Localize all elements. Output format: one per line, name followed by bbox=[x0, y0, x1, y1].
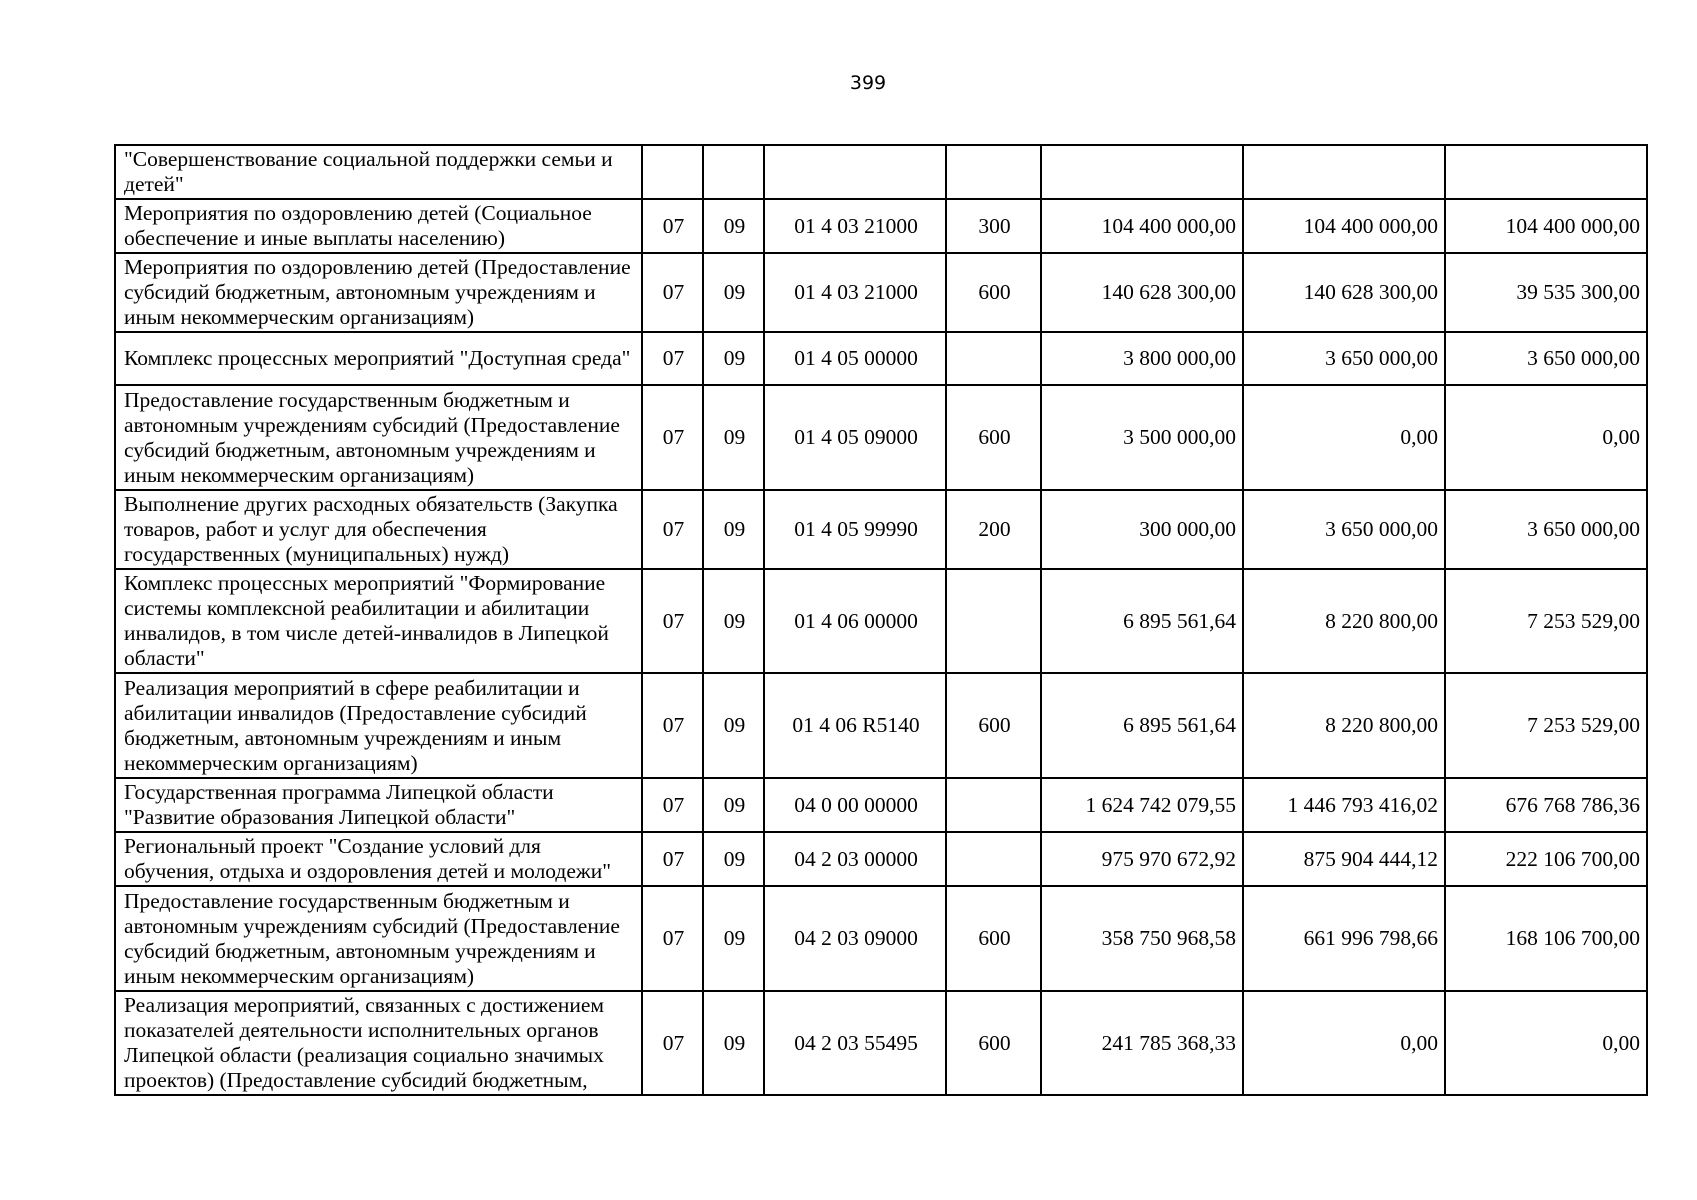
sum-year2-cell: 140 628 300,00 bbox=[1243, 253, 1445, 332]
sum-year2-cell: 0,00 bbox=[1243, 385, 1445, 490]
podrazdel-cell: 09 bbox=[703, 886, 764, 991]
razdel-cell: 07 bbox=[642, 569, 703, 673]
sum-year1-cell: 140 628 300,00 bbox=[1041, 253, 1243, 332]
podrazdel-cell: 09 bbox=[703, 991, 764, 1095]
podrazdel-cell: 09 bbox=[703, 778, 764, 832]
sum-year3-cell: 39 535 300,00 bbox=[1445, 253, 1647, 332]
row-name: Мероприятия по оздоровлению детей (Предоставление субсидий бюджетным, автономным учреждениям и иным некоммерческим организациям) bbox=[115, 253, 642, 332]
vr-cell: 600 bbox=[946, 991, 1041, 1095]
sum-year3-cell: 7 253 529,00 bbox=[1445, 569, 1647, 673]
vr-cell bbox=[946, 832, 1041, 886]
sum-year2-cell: 3 650 000,00 bbox=[1243, 332, 1445, 385]
razdel-cell: 07 bbox=[642, 832, 703, 886]
razdel-cell bbox=[642, 145, 703, 199]
vr-cell: 600 bbox=[946, 673, 1041, 778]
sum-year1-cell: 3 800 000,00 bbox=[1041, 332, 1243, 385]
table-row bbox=[115, 332, 1647, 385]
row-name: Региональный проект "Создание условий для обучения, отдыха и оздоровления детей и молодежи" bbox=[115, 832, 642, 886]
razdel-cell: 07 bbox=[642, 253, 703, 332]
row-name: Мероприятия по оздоровлению детей (Социальное обеспечение и иные выплаты населению) bbox=[115, 199, 642, 253]
csr-cell: 01 4 06 R5140 bbox=[764, 673, 946, 778]
sum-year2-cell: 1 446 793 416,02 bbox=[1243, 778, 1445, 832]
csr-cell bbox=[764, 145, 946, 199]
sum-year1-cell: 6 895 561,64 bbox=[1041, 569, 1243, 673]
row-name: Комплекс процессных мероприятий "Формирование системы комплексной реабилитации и абилитации инвалидов, в том числе детей-инвалидов в Липецкой области" bbox=[115, 569, 642, 673]
vr-cell bbox=[946, 145, 1041, 199]
sum-year3-cell: 3 650 000,00 bbox=[1445, 490, 1647, 569]
csr-cell: 04 2 03 00000 bbox=[764, 832, 946, 886]
row-name: Реализация мероприятий в сфере реабилитации и абилитации инвалидов (Предоставление субсидий бюджетным, автономным учреждениям и иным некоммерческим организациям) bbox=[115, 673, 642, 778]
table-row bbox=[115, 569, 1647, 673]
table-row bbox=[115, 253, 1647, 332]
sum-year3-cell: 222 106 700,00 bbox=[1445, 832, 1647, 886]
podrazdel-cell: 09 bbox=[703, 385, 764, 490]
page-number: 399 bbox=[849, 72, 887, 94]
vr-cell: 200 bbox=[946, 490, 1041, 569]
razdel-cell: 07 bbox=[642, 332, 703, 385]
table-row bbox=[115, 673, 1647, 778]
csr-cell: 01 4 05 09000 bbox=[764, 385, 946, 490]
sum-year2-cell: 661 996 798,66 bbox=[1243, 886, 1445, 991]
razdel-cell: 07 bbox=[642, 385, 703, 490]
sum-year3-cell: 104 400 000,00 bbox=[1445, 199, 1647, 253]
table-row bbox=[115, 886, 1647, 991]
podrazdel-cell: 09 bbox=[703, 253, 764, 332]
budget-table bbox=[114, 144, 1648, 1096]
csr-cell: 01 4 03 21000 bbox=[764, 199, 946, 253]
vr-cell: 600 bbox=[946, 253, 1041, 332]
sum-year2-cell: 3 650 000,00 bbox=[1243, 490, 1445, 569]
sum-year3-cell: 168 106 700,00 bbox=[1445, 886, 1647, 991]
table-row bbox=[115, 490, 1647, 569]
csr-cell: 01 4 05 00000 bbox=[764, 332, 946, 385]
vr-cell: 600 bbox=[946, 886, 1041, 991]
sum-year3-cell: 3 650 000,00 bbox=[1445, 332, 1647, 385]
sum-year1-cell bbox=[1041, 145, 1243, 199]
razdel-cell: 07 bbox=[642, 199, 703, 253]
sum-year1-cell: 3 500 000,00 bbox=[1041, 385, 1243, 490]
sum-year1-cell: 104 400 000,00 bbox=[1041, 199, 1243, 253]
csr-cell: 04 2 03 55495 bbox=[764, 991, 946, 1095]
row-name: Предоставление государственным бюджетным и автономным учреждениям субсидий (Предоставление субсидий бюджетным, автономным учреждениям и иным некоммерческим организациям) bbox=[115, 385, 642, 490]
vr-cell bbox=[946, 332, 1041, 385]
row-name: Реализация мероприятий, связанных с достижением показателей деятельности исполнительных органов Липецкой области (реализация социально значимых проектов) (Предоставление субсидий бюджетным, bbox=[115, 991, 642, 1095]
sum-year3-cell bbox=[1445, 145, 1647, 199]
table-row bbox=[115, 832, 1647, 886]
podrazdel-cell: 09 bbox=[703, 332, 764, 385]
row-name: Комплекс процессных мероприятий "Доступная среда" bbox=[115, 332, 642, 385]
csr-cell: 01 4 06 00000 bbox=[764, 569, 946, 673]
podrazdel-cell bbox=[703, 145, 764, 199]
sum-year1-cell: 358 750 968,58 bbox=[1041, 886, 1243, 991]
sum-year3-cell: 0,00 bbox=[1445, 991, 1647, 1095]
sum-year3-cell: 676 768 786,36 bbox=[1445, 778, 1647, 832]
vr-cell: 300 bbox=[946, 199, 1041, 253]
table-row bbox=[115, 991, 1647, 1095]
sum-year1-cell: 975 970 672,92 bbox=[1041, 832, 1243, 886]
razdel-cell: 07 bbox=[642, 991, 703, 1095]
vr-cell bbox=[946, 778, 1041, 832]
podrazdel-cell: 09 bbox=[703, 490, 764, 569]
sum-year2-cell: 8 220 800,00 bbox=[1243, 673, 1445, 778]
row-name: Предоставление государственным бюджетным и автономным учреждениям субсидий (Предоставление субсидий бюджетным, автономным учреждениям и иным некоммерческим организациям) bbox=[115, 886, 642, 991]
vr-cell: 600 bbox=[946, 385, 1041, 490]
csr-cell: 01 4 03 21000 bbox=[764, 253, 946, 332]
podrazdel-cell: 09 bbox=[703, 673, 764, 778]
sum-year3-cell: 7 253 529,00 bbox=[1445, 673, 1647, 778]
table-row bbox=[115, 778, 1647, 832]
sum-year2-cell: 875 904 444,12 bbox=[1243, 832, 1445, 886]
table-row bbox=[115, 199, 1647, 253]
sum-year1-cell: 1 624 742 079,55 bbox=[1041, 778, 1243, 832]
vr-cell bbox=[946, 569, 1041, 673]
razdel-cell: 07 bbox=[642, 778, 703, 832]
podrazdel-cell: 09 bbox=[703, 569, 764, 673]
sum-year2-cell: 104 400 000,00 bbox=[1243, 199, 1445, 253]
razdel-cell: 07 bbox=[642, 673, 703, 778]
table-row bbox=[115, 145, 1647, 199]
csr-cell: 01 4 05 99990 bbox=[764, 490, 946, 569]
podrazdel-cell: 09 bbox=[703, 832, 764, 886]
sum-year2-cell: 0,00 bbox=[1243, 991, 1445, 1095]
podrazdel-cell: 09 bbox=[703, 199, 764, 253]
sum-year1-cell: 6 895 561,64 bbox=[1041, 673, 1243, 778]
csr-cell: 04 0 00 00000 bbox=[764, 778, 946, 832]
razdel-cell: 07 bbox=[642, 490, 703, 569]
row-name: "Совершенствование социальной поддержки семьи и детей" bbox=[115, 145, 642, 199]
row-name: Выполнение других расходных обязательств (Закупка товаров, работ и услуг для обеспечения государственных (муниципальных) нужд) bbox=[115, 490, 642, 569]
sum-year1-cell: 241 785 368,33 bbox=[1041, 991, 1243, 1095]
table-row bbox=[115, 385, 1647, 490]
csr-cell: 04 2 03 09000 bbox=[764, 886, 946, 991]
razdel-cell: 07 bbox=[642, 886, 703, 991]
sum-year3-cell: 0,00 bbox=[1445, 385, 1647, 490]
sum-year1-cell: 300 000,00 bbox=[1041, 490, 1243, 569]
row-name: Государственная программа Липецкой области "Развитие образования Липецкой области" bbox=[115, 778, 642, 832]
sum-year2-cell bbox=[1243, 145, 1445, 199]
sum-year2-cell: 8 220 800,00 bbox=[1243, 569, 1445, 673]
